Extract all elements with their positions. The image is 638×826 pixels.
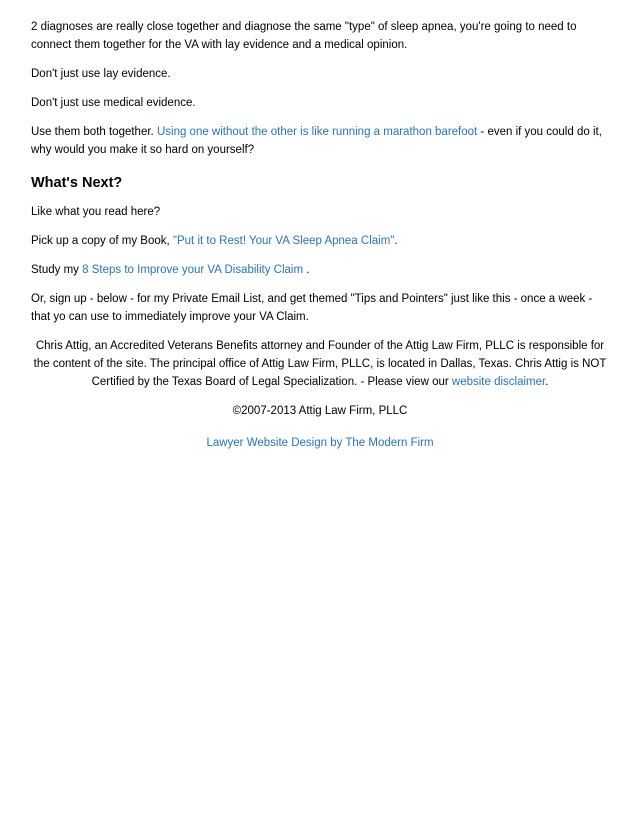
book-link[interactable]: "Put it to Rest! Your VA Sleep Apnea Claim" (172, 235, 395, 247)
website-disclaimer-link[interactable]: website disclaimer (451, 376, 546, 388)
intro-paragraph-1: 2 diagnoses are really close together and diagnose the same "type" of sleep apnea, you're going to need to connect them together for the VA with lay evidence and a medical opinion. (31, 21, 577, 51)
intro-paragraph-4 (31, 123, 609, 159)
eight-steps-link[interactable]: 8 Steps to Improve your VA Disability Claim (82, 264, 304, 276)
document-page (31, 18, 609, 452)
whats-next-heading: What's Next? (31, 175, 123, 191)
next-paragraph-1: Like what you read here? (31, 206, 161, 218)
intro-p4-text-before: Use them both together. (31, 126, 157, 138)
intro-p4-text-after: - even if you could do it, why would you make it so hard on yourself? (31, 126, 602, 156)
footer-disclaimer-text: Chris Attig, an Accredited Veterans Benefits attorney and Founder of the Attig Law Firm, PLLC is responsible for the content of the site. The principal office of Attig Law Firm, PLLC, is located in Dallas, Texas. Chris Attig is NOT Certified by the Texas Board of Legal Specialization. - Please view our (33, 340, 607, 388)
next-paragraph-4: Or, sign up - below - for my Private Email List, and get themed "Tips and Pointers" just like this - once a week - that yo can use to immediately improve your VA Claim. (31, 293, 593, 323)
marathon-barefoot-link[interactable]: Using one without the other is like running a marathon barefoot (156, 126, 478, 138)
next-paragraph-3 (31, 261, 609, 279)
footer-copyright: ©2007-2013 Attig Law Firm, PLLC (232, 405, 408, 417)
footer-credit (31, 434, 609, 452)
next-p3-text-before: Study my (31, 264, 83, 276)
intro-paragraph-3: Don't just use medical evidence. (31, 97, 196, 109)
intro-paragraph-2: Don't just use lay evidence. (31, 68, 171, 80)
next-p3-text-after: . (303, 264, 310, 276)
next-p2-text-before: Pick up a copy of my Book, (31, 235, 173, 247)
footer-disclaimer-after: . (545, 376, 549, 388)
footer-disclaimer (31, 337, 609, 391)
next-p2-text-after: . (394, 235, 398, 247)
modern-firm-link[interactable]: Lawyer Website Design by The Modern Firm (206, 437, 434, 449)
next-paragraph-2 (31, 232, 609, 250)
